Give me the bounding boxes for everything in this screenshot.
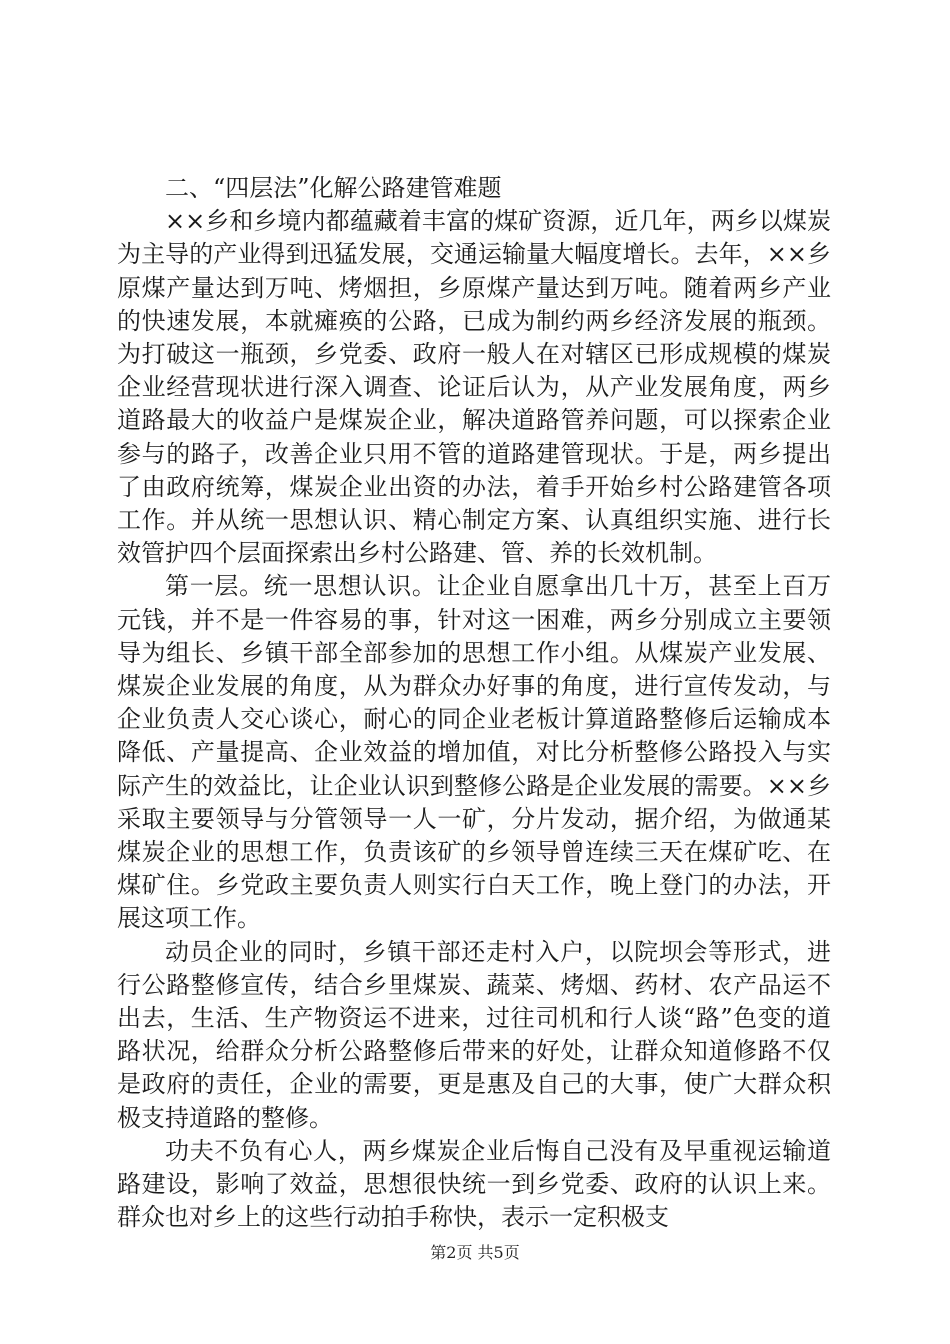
page-number-footer: 第2页 共5页 [430,1243,520,1262]
section-heading: 二、“四层法”化解公路建管难题 [165,174,502,202]
document-body [117,172,831,1235]
paragraph-intro: ××乡和乡境内都蕴藏着丰富的煤矿资源，近几年，两乡以煤炭为主导的产业得到迅猛发展，交通运输量大幅度增长。去年，××乡原煤产量达到万吨、烤烟担，乡原煤产量达到万吨。随着两乡产业的快速发展，本就瘫痪的公路，已成为制约两乡经济发展的瓶颈。为打破这一瓶颈，乡党委、政府一般人在对辖区已形成规模的煤炭企业经营现状进行深入调查、论证后认为，从产业发展角度，两乡道路最大的收益户是煤炭企业，解决道路管养问题，可以探索企业参与的路子，改善企业只用不管的道路建管现状。于是，两乡提出了由政府统筹，煤炭企业出资的办法，着手开始乡村公路建管各项工作。并从统一思想认识、精心制定方案、认真组织实施、进行长效管护四个层面探索出乡村公路建、管、养的长效机制。 [117,207,831,568]
paragraph-first-layer: 第一层。统一思想认识。让企业自愿拿出几十万，甚至上百万元钱，并不是一件容易的事，针对这一困难，两乡分别成立主要领导为组长、乡镇干部全部参加的思想工作小组。从煤炭产业发展、煤炭企业发展的角度，从为群众办好事的角度，进行宣传发动，与企业负责人交心谈心，耐心的同企业老板计算道路整修后运输成本降低、产量提高、企业效益的增加值，对比分析整修公路投入与实际产生的效益比，让企业认识到整修公路是企业发展的需要。××乡采取主要领导与分管领导一人一矿，分片发动，据介绍，为做通某煤炭企业的思想工作，负责该矿的乡领导曾连续三天在煤矿吃、在煤矿住。乡党政主要负责人则实行白天工作，晚上登门的办法，开展这项工作。 [117,572,831,933]
paragraph-mobilize-villagers: 动员企业的同时，乡镇干部还走村入户，以院坝会等形式，进行公路整修宣传，结合乡里煤炭、蔬菜、烤烟、药材、农产品运不出去，生活、生产物资运不进来，过往司机和行人谈“路”色变的道路状况，给群众分析公路整修后带来的好处，让群众知道修路不仅是政府的责任，企业的需要，更是惠及自己的大事，使广大群众积极支持道路的整修。 [117,937,831,1132]
paragraph-results: 功夫不负有心人，两乡煤炭企业后悔自己没有及早重视运输道路建设，影响了效益，思想很快统一到乡党委、政府的认识上来。群众也对乡上的这些行动拍手称快，表示一定积极支 [117,1136,831,1232]
